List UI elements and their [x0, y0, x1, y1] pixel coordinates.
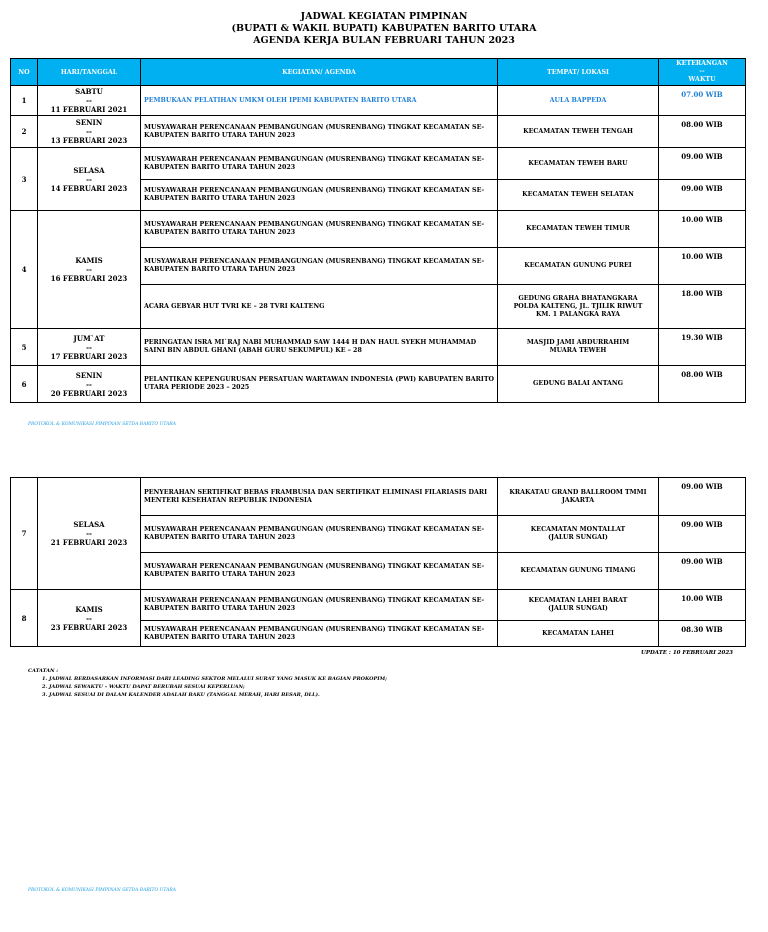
row-tempat: KECAMATAN LAHEI [498, 621, 659, 647]
header-keterangan [659, 59, 746, 86]
day-label: SELASA [73, 165, 105, 175]
day-label: SABTU [75, 87, 103, 96]
tempat-line: KECAMATAN MONTALLAT [530, 526, 626, 533]
day-label: SELASA [73, 520, 105, 529]
row-waktu: 18.00 WIB [659, 285, 746, 329]
notes-section [28, 667, 387, 699]
tempat-line: KM. 1 PALANGKA RAYA [535, 310, 621, 318]
row-kegiatan: PERINGATAN ISRA MI`RAJ NABI MUHAMMAD SAW 1444 H DAN HAUL SYEKH MUHAMMAD SAINI BIN ABDUL GHANI (ABAH GURU SEKUMPUL) KE – 28 [141, 329, 498, 366]
row-number: 2 [11, 116, 38, 148]
row-waktu: 19.30 WIB [659, 329, 746, 366]
row-kegiatan: MUSYAWARAH PERENCANAAN PEMBANGUNGAN (MUSRENBANG) TINGKAT KECAMATAN SE-KABUPATEN BARITO UTARA TAHUN 2023 [141, 148, 498, 180]
row-date [38, 86, 141, 116]
row-kegiatan: MUSYAWARAH PERENCANAAN PEMBANGUNGAN (MUSRENBANG) TINGKAT KECAMATAN SE-KABUPATEN BARITO UTARA TAHUN 2023 [141, 116, 498, 148]
row-tempat: KECAMATAN TEWEH SELATAN [498, 180, 659, 211]
date-label: 11 FEBRUARI 2021 [50, 105, 128, 114]
tempat-line: GEDUNG GRAHA BHATANGKARA [518, 294, 638, 302]
row-kegiatan: MUSYAWARAH PERENCANAAN PEMBANGUNGAN (MUSRENBANG) TINGKAT KECAMATAN SE-KABUPATEN BARITO UTARA TAHUN 2023 [141, 590, 498, 621]
row-waktu: 10.00 WIB [659, 248, 746, 285]
row-tempat [498, 590, 659, 621]
table-header-row [11, 59, 746, 86]
footer-protokol-2: PROTOKOL & KOMUNIKASI PIMPINAN SETDA BARITO UTARA [28, 888, 177, 893]
row-number: 7 [11, 478, 38, 590]
tempat-line: JAKARTA [561, 496, 595, 504]
day-separator: -- [86, 265, 92, 274]
table-row [11, 366, 746, 403]
row-kegiatan: PEMBUKAAN PELATIHAN UMKM OLEH IPEMI KABUPATEN BARITO UTARA [141, 86, 498, 116]
row-tempat: AULA BAPPEDA [498, 86, 659, 116]
row-waktu: 08.30 WIB [659, 621, 746, 647]
update-date: UPDATE : 10 FEBRUARI 2023 [641, 650, 733, 656]
row-kegiatan: ACARA GEBYAR HUT TVRI KE – 28 TVRI KALTENG [141, 285, 498, 329]
table-row [11, 478, 746, 516]
row-tempat: KECAMATAN TEWEH TIMUR [498, 211, 659, 248]
header-ket-line2: -- [699, 68, 705, 75]
row-kegiatan: MUSYAWARAH PERENCANAAN PEMBANGUNGAN (MUSRENBANG) TINGKAT KECAMATAN SE-KABUPATEN BARITO UTARA TAHUN 2023 [141, 553, 498, 590]
header-ket-line1: KETERANGAN [676, 60, 728, 67]
row-waktu: 09.00 WIB [659, 148, 746, 180]
row-date [38, 478, 141, 590]
row-number: 1 [11, 86, 38, 116]
table-row [11, 86, 746, 116]
row-number: 5 [11, 329, 38, 366]
tempat-line: MASJID JAMI ABDURRAHIM [526, 339, 630, 346]
date-label: 14 FEBRUARI 2023 [50, 183, 128, 193]
row-tempat: KECAMATAN GUNUNG PUREI [498, 248, 659, 285]
row-date [38, 329, 141, 366]
header-tempat: TEMPAT/ LOKASI [498, 59, 659, 86]
tempat-line: (JALUR SUNGAI) [548, 534, 608, 541]
row-number: 8 [11, 590, 38, 647]
footer-protokol-1: PROTOKOL & KOMUNIKASI PIMPINAN SETDA BARITO UTARA [28, 422, 177, 427]
day-separator: -- [86, 174, 92, 184]
row-date [38, 366, 141, 403]
row-tempat [498, 285, 659, 329]
row-kegiatan: PENYERAHAN SERTIFIKAT BEBAS FRAMBUSIA DAN SERTIFIKAT ELIMINASI FILARIASIS DARI MENTERI KESEHATAN REPUBLIK INDONESIA [141, 478, 498, 516]
tempat-line: (JALUR SUNGAI) [548, 605, 608, 612]
document-title [0, 11, 768, 47]
day-label: SENIN [75, 118, 103, 127]
date-label: 13 FEBRUARI 2023 [50, 136, 128, 145]
row-date [38, 590, 141, 647]
header-kegiatan: KEGIATAN/ AGENDA [141, 59, 498, 86]
row-waktu: 09.00 WIB [659, 516, 746, 553]
date-label: 20 FEBRUARI 2023 [50, 388, 128, 398]
header-ket-line3: WAKTU [688, 76, 716, 83]
row-tempat [498, 478, 659, 516]
table-row [11, 148, 746, 180]
table-row [11, 329, 746, 366]
row-waktu: 09.00 WIB [659, 553, 746, 590]
row-waktu: 08.00 WIB [659, 116, 746, 148]
day-separator: -- [86, 342, 92, 352]
note-item: 1. JADWAL BERDASARKAN INFORMASI DARI LEADING SEKTOR MELALUI SURAT YANG MASUK KE BAGIAN PROKOPIM; [42, 676, 388, 682]
header-hari: HARI/TANGGAL [38, 59, 141, 86]
row-kegiatan: MUSYAWARAH PERENCANAAN PEMBANGUNGAN (MUSRENBANG) TINGKAT KECAMATAN SE-KABUPATEN BARITO UTARA TAHUN 2023 [141, 211, 498, 248]
row-waktu: 08.00 WIB [659, 366, 746, 403]
header-no: NO [11, 59, 38, 86]
day-separator: -- [86, 127, 92, 136]
row-number: 3 [11, 148, 38, 211]
row-waktu: 09.00 WIB [659, 180, 746, 211]
notes-label: CATATAN : [28, 668, 59, 674]
table-row [11, 211, 746, 248]
day-label: JUM`AT [73, 333, 105, 343]
row-tempat [498, 329, 659, 366]
day-label: KAMIS [75, 604, 103, 614]
note-item: 3. JADWAL SESUAI DI DALAM KALENDER ADALAH BAKU (TANGGAL MERAH, HARI BESAR, DLL). [42, 692, 320, 698]
tempat-line: KECAMATAN LAHEI BARAT [528, 597, 628, 604]
day-separator: -- [86, 379, 92, 389]
title-line-3: AGENDA KERJA BULAN FEBRUARI TAHUN 2023 [253, 35, 515, 46]
date-label: 17 FEBRUARI 2023 [50, 351, 128, 361]
date-label: 23 FEBRUARI 2023 [50, 622, 128, 632]
title-line-2: (BUPATI & WAKIL BUPATI) KABUPATEN BARITO UTARA [231, 23, 537, 34]
row-kegiatan: MUSYAWARAH PERENCANAAN PEMBANGUNGAN (MUSRENBANG) TINGKAT KECAMATAN SE-KABUPATEN BARITO UTARA TAHUN 2023 [141, 180, 498, 211]
row-waktu: 07.00 WIB [659, 86, 746, 116]
note-item: 2. JADWAL SEWAKTU – WAKTU DAPAT BERUBAH SESUAI KEPERLUAN; [42, 684, 245, 690]
row-date [38, 148, 141, 211]
date-label: 16 FEBRUARI 2023 [50, 274, 128, 283]
row-waktu: 10.00 WIB [659, 211, 746, 248]
row-tempat: KECAMATAN GUNUNG TIMANG [498, 553, 659, 590]
row-number: 4 [11, 211, 38, 329]
table-row [11, 590, 746, 621]
day-label: SENIN [75, 370, 103, 380]
table-row [11, 116, 746, 148]
day-label: KAMIS [75, 256, 103, 265]
row-kegiatan: PELANTIKAN KEPENGURUSAN PERSATUAN WARTAWAN INDONESIA (PWI) KABUPATEN BARITO UTARA PERIODE 2023 – 2025 [141, 366, 498, 403]
row-number: 6 [11, 366, 38, 403]
row-kegiatan: MUSYAWARAH PERENCANAAN PEMBANGUNGAN (MUSRENBANG) TINGKAT KECAMATAN SE-KABUPATEN BARITO UTARA TAHUN 2023 [141, 248, 498, 285]
schedule-table-page-1 [10, 58, 746, 403]
row-kegiatan: MUSYAWARAH PERENCANAAN PEMBANGUNGAN (MUSRENBANG) TINGKAT KECAMATAN SE-KABUPATEN BARITO UTARA TAHUN 2023 [141, 621, 498, 647]
tempat-line: KRAKATAU GRAND BALLROOM TMMI [509, 488, 647, 496]
day-separator: -- [86, 96, 92, 105]
row-tempat: GEDUNG BALAI ANTANG [498, 366, 659, 403]
row-waktu: 09.00 WIB [659, 478, 746, 516]
tempat-line: POLDA KALTENG, JL. TJILIK RIWUT [513, 302, 643, 310]
row-tempat: KECAMATAN TEWEH BARU [498, 148, 659, 180]
row-date [38, 211, 141, 329]
date-label: 21 FEBRUARI 2023 [50, 538, 128, 547]
day-separator: -- [86, 529, 92, 538]
row-waktu: 10.00 WIB [659, 590, 746, 621]
row-tempat: KECAMATAN TEWEH TENGAH [498, 116, 659, 148]
title-line-1: JADWAL KEGIATAN PIMPINAN [300, 11, 468, 22]
tempat-line: MUARA TEWEH [549, 347, 607, 354]
row-date [38, 116, 141, 148]
row-tempat [498, 516, 659, 553]
schedule-table-page-2 [10, 477, 746, 647]
day-separator: -- [86, 613, 92, 623]
row-kegiatan: MUSYAWARAH PERENCANAAN PEMBANGUNGAN (MUSRENBANG) TINGKAT KECAMATAN SE-KABUPATEN BARITO UTARA TAHUN 2023 [141, 516, 498, 553]
